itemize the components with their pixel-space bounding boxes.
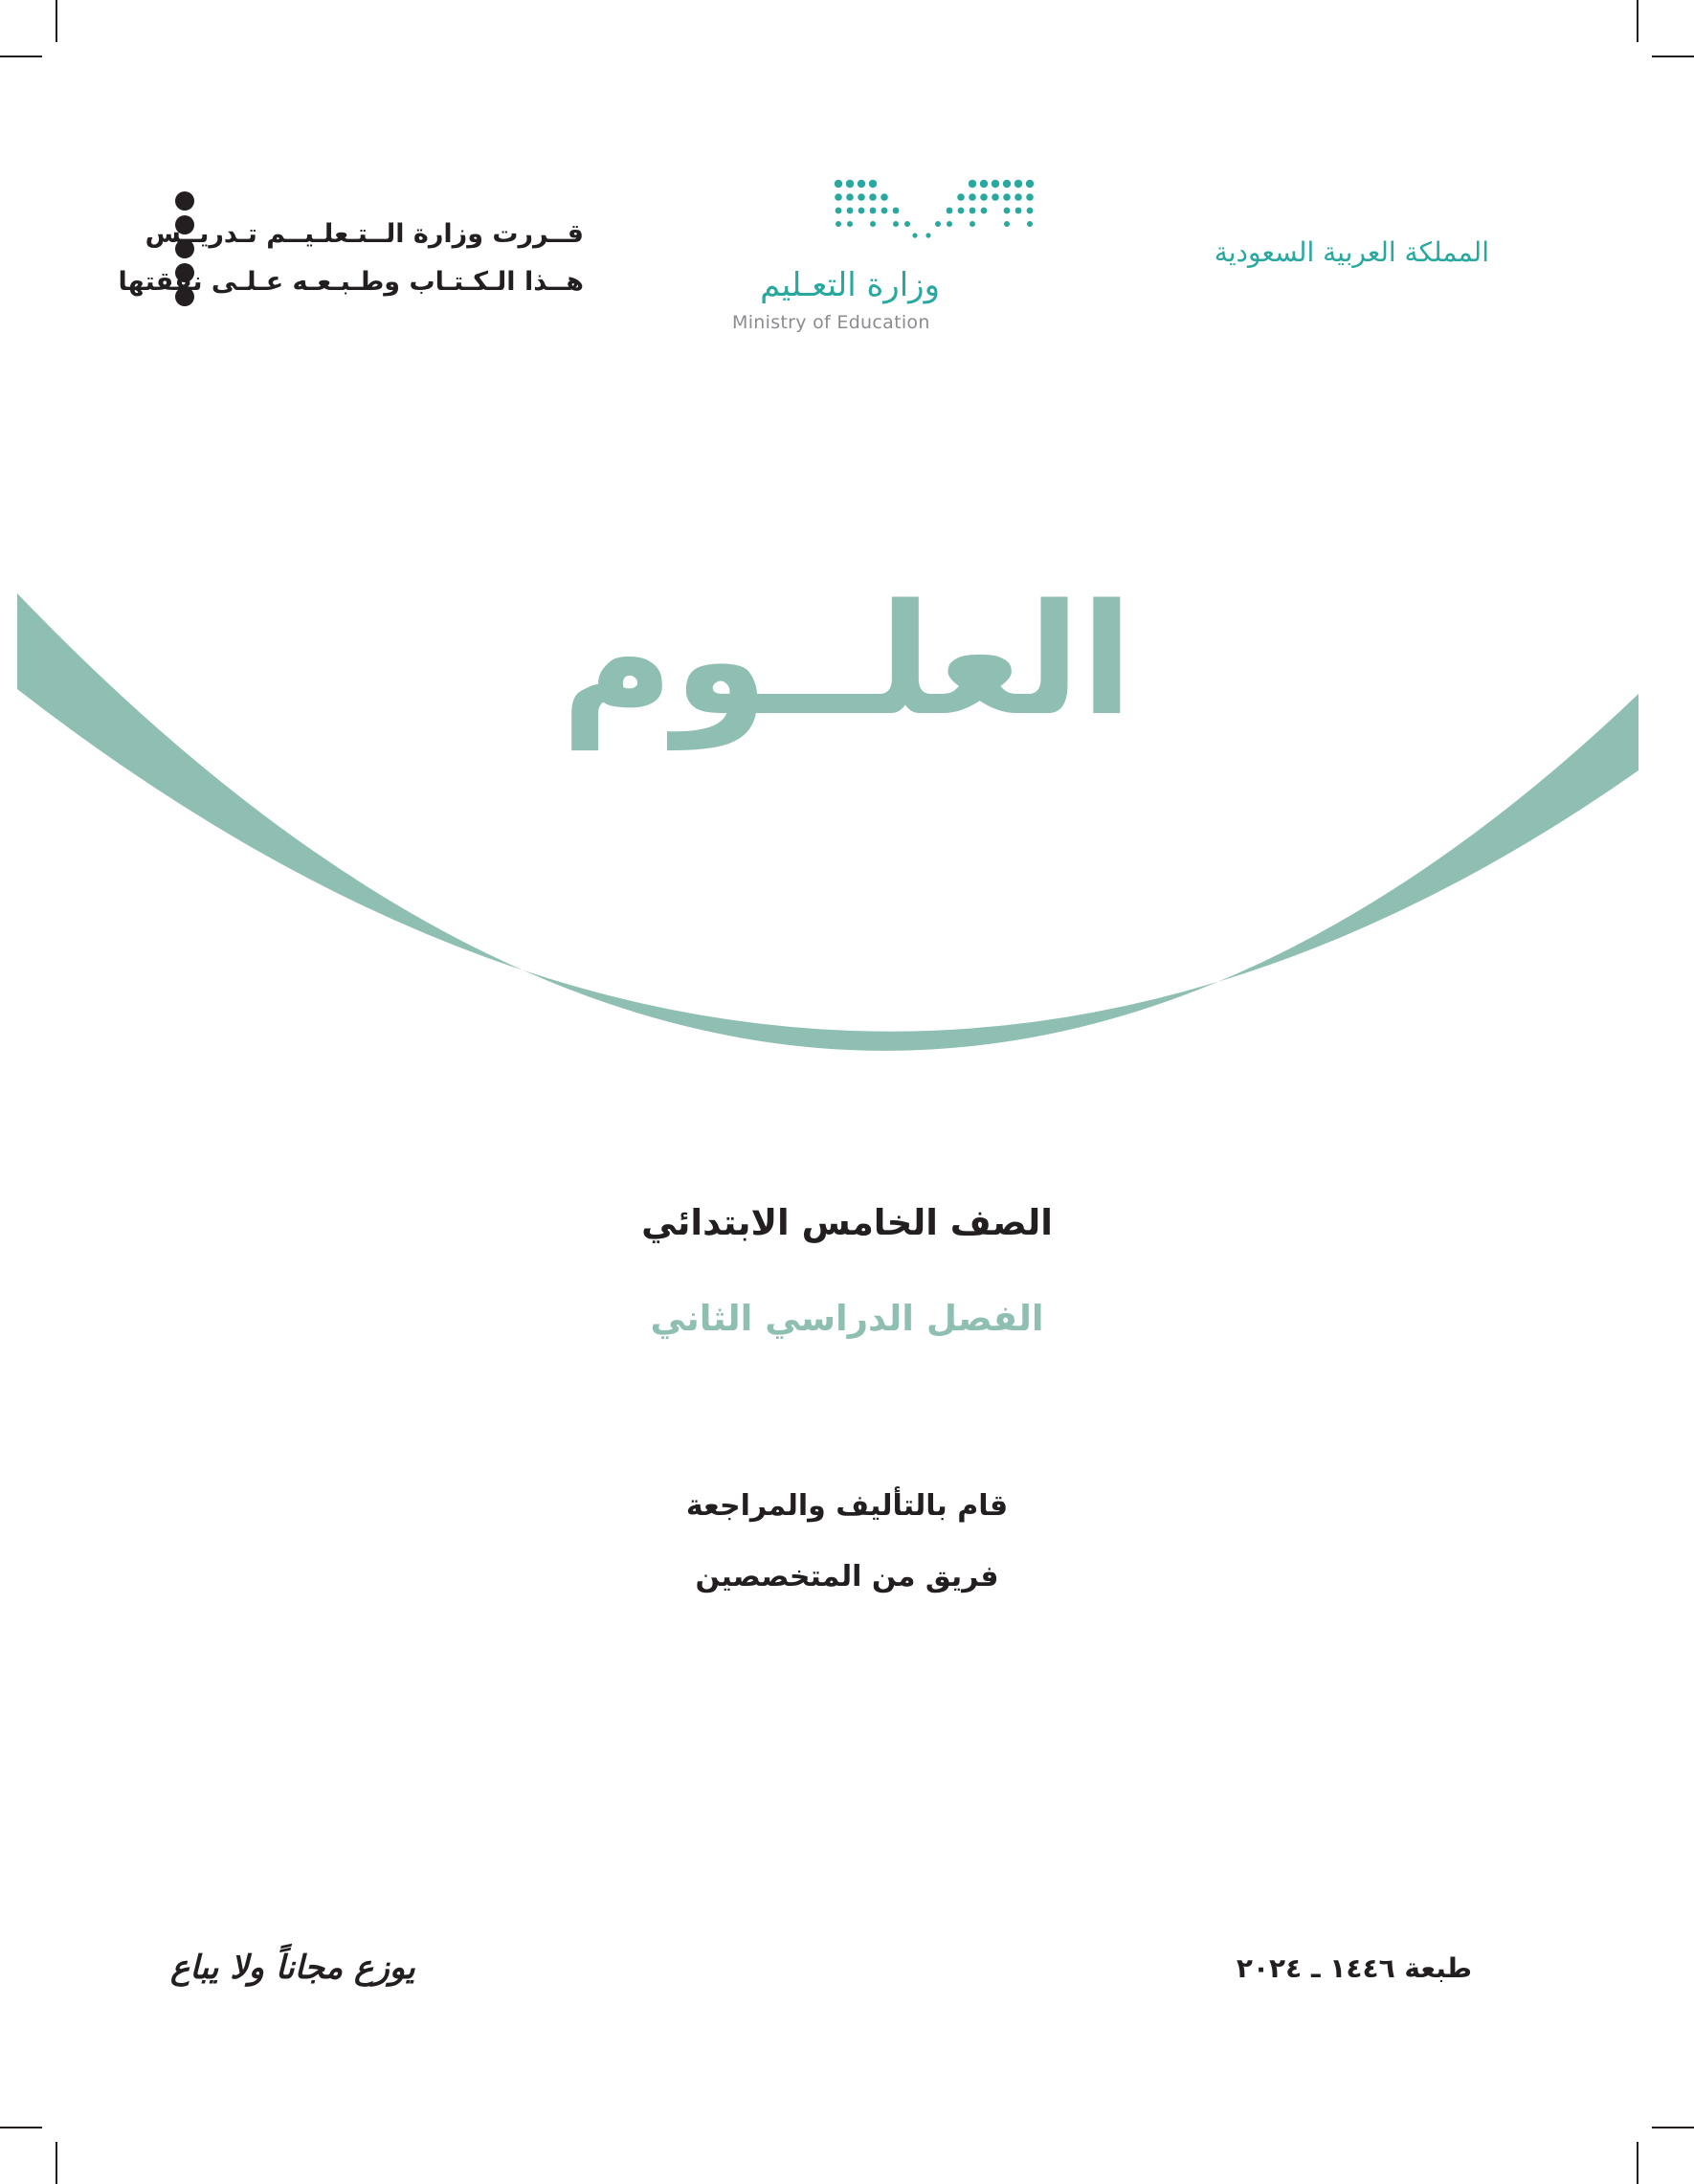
- ministry-name-arabic: وزارة التعـليم: [760, 266, 940, 304]
- free-distribution-note: يوزع مجاناً ولا يباع: [170, 1949, 415, 1987]
- grade-level: الصف الخامس الابتدائي: [641, 1202, 1053, 1243]
- credits-line-2: فريق من المتخصصين: [695, 1560, 999, 1593]
- credits-line-1: قام بالتأليف والمراجعة: [685, 1489, 1009, 1523]
- endorsement-line-1: قــررت وزارة الــتـعلـيــم تـدريــس: [145, 219, 584, 249]
- endorsement-text: [119, 211, 584, 306]
- semester-label: الفصل الدراسي الثاني: [650, 1298, 1044, 1339]
- kingdom-name: المملكة العربية السعودية: [1214, 236, 1489, 268]
- ministry-name-english: Ministry of Education: [732, 312, 930, 333]
- subject-title: العلــوم: [561, 570, 1133, 749]
- endorsement-line-2: هــذا الـكـتـاب وطـبـعـه عـلـى نفقتها: [118, 267, 584, 297]
- edition-label: طبعة ١٤٤٦ ـ ٢٠٢٤: [1236, 1952, 1472, 1984]
- ministry-logo-icon: [727, 172, 1053, 335]
